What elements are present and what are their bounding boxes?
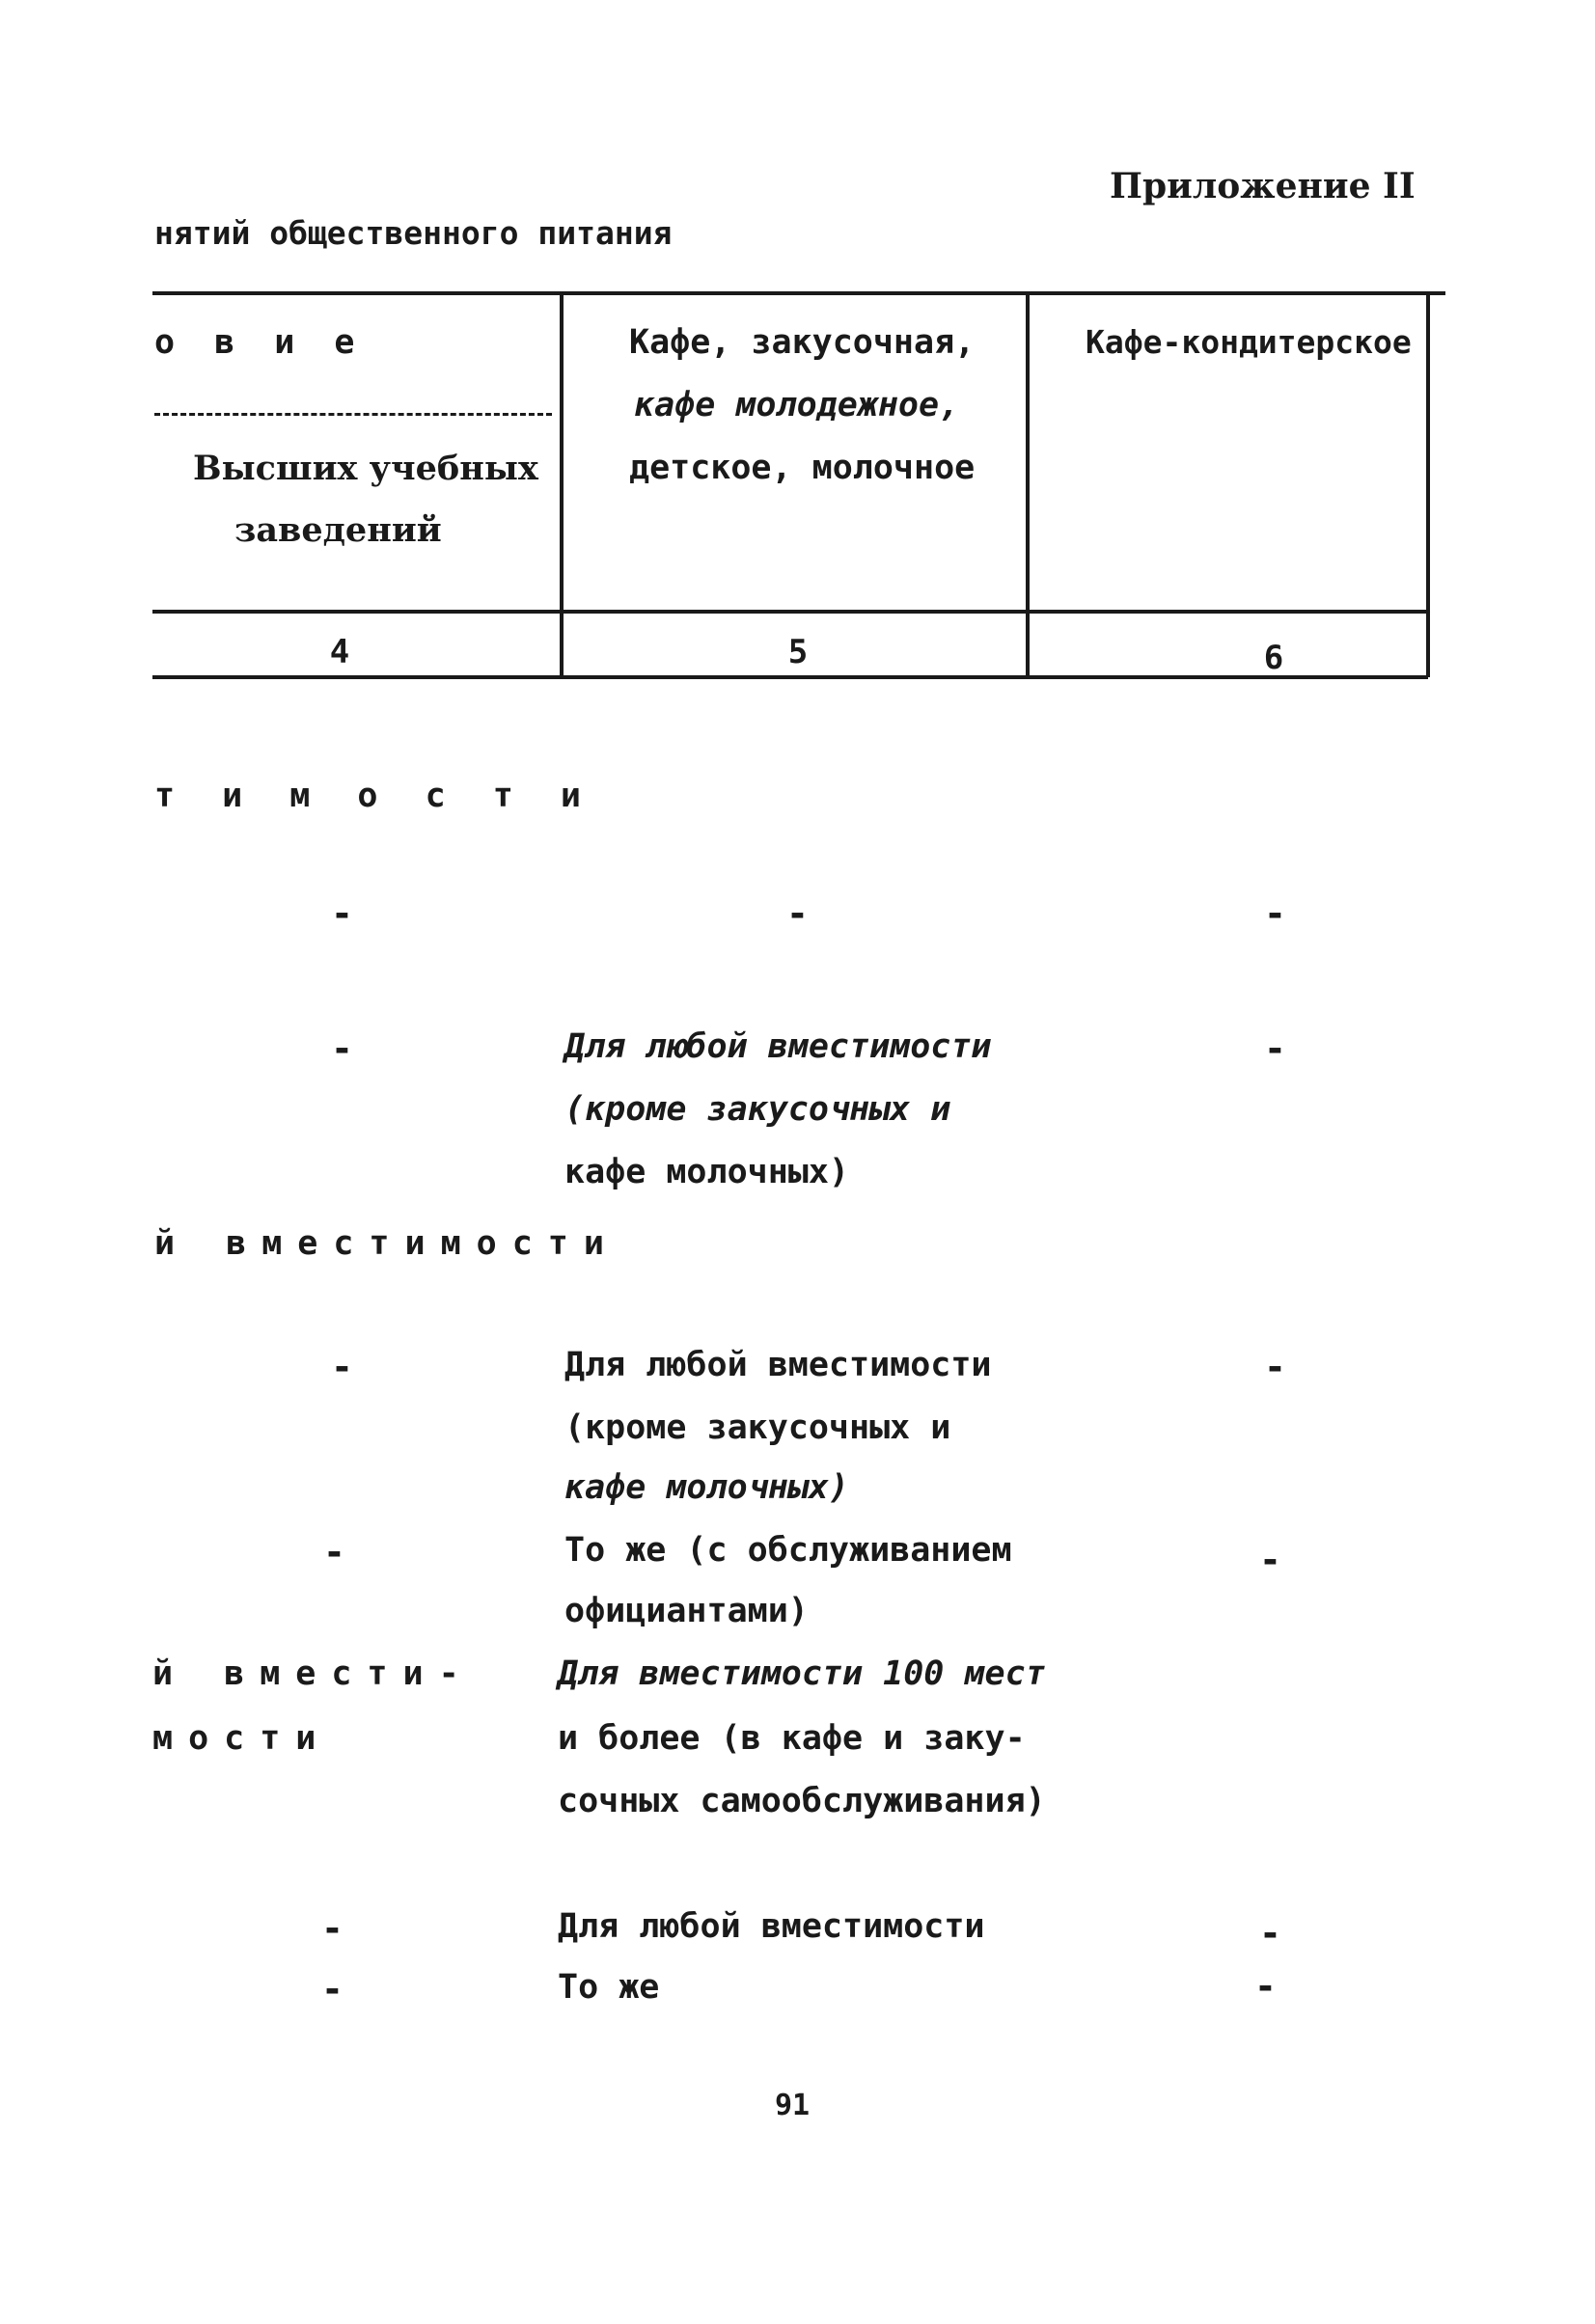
row7-text: То же [558,1968,660,2007]
section2-heading: й вместимости [154,1224,619,1263]
col4-dashed-divider [154,413,552,416]
row4-text-line2: официантами) [564,1592,809,1630]
row6-text: Для любой вместимости [558,1907,985,1946]
table-bottom-rule [152,675,1428,679]
row2-col6-dash: - [1264,1027,1286,1070]
col5-heading-line1: Кафе, закусочная, [629,323,976,362]
column-number-5: 5 [787,633,809,671]
col6-heading: Кафе-кондитерское [1086,323,1412,361]
row6-col4-dash: - [321,1907,344,1950]
column-number-4: 4 [329,633,350,671]
row3-text-line3: кафе молочных) [564,1468,850,1507]
col5-heading-line3: детское, молочное [629,449,976,487]
row7-col6-dash: - [1254,1965,1277,2008]
row3-text-line2: (кроме закусочных и [564,1408,951,1447]
row2-col4-dash: - [331,1027,353,1070]
section1-heading: т и м о с т и [154,777,594,815]
row5-text-line1: Для вместимости 100 мест [558,1654,1046,1693]
col4-subheading-line1: Высших учебных [193,449,538,488]
table-right-border [1426,291,1430,677]
section3-heading-line1: й вмести- [152,1654,475,1693]
col4-heading-fragment: о в и е [154,323,365,362]
page-number: 91 [775,2089,811,2122]
row4-col4-dash: - [323,1531,345,1573]
table-header-bottom-rule [152,610,1426,614]
row4-text-line1: То же (с обслуживанием [564,1531,1012,1570]
appendix-label: Приложение II [1110,166,1416,206]
row2-text-line2: (кроме закусочных и [564,1090,951,1129]
table-top-rule [152,291,1445,295]
row4-col6-dash: - [1259,1539,1281,1581]
row5-text-line3: сочных самообслуживания) [558,1782,1046,1820]
document-title-fragment: нятий общественного питания [154,214,673,252]
row1-col6-dash: - [1264,892,1286,935]
row3-col4-dash: - [331,1346,353,1388]
row1-col4-dash: - [331,892,353,935]
row5-text-line2: и более (в кафе и заку- [558,1719,1026,1758]
row1-col5-dash: - [786,892,809,935]
row7-col4-dash: - [321,1968,344,2010]
section3-heading-line2: мости [152,1719,332,1758]
column-number-6: 6 [1263,639,1284,677]
row6-col6-dash: - [1259,1912,1281,1955]
row3-text-line1: Для любой вместимости [564,1346,992,1384]
row2-text-line1: Для любой вместимости [564,1027,992,1066]
table-divider-4-5 [560,291,564,677]
col5-heading-line2: кафе молодежное, [634,386,960,424]
table-divider-5-6 [1026,291,1030,677]
col4-subheading-line2: заведений [234,510,442,550]
row3-col6-dash: - [1264,1346,1286,1388]
row2-text-line3: кафе молочных) [564,1153,850,1191]
